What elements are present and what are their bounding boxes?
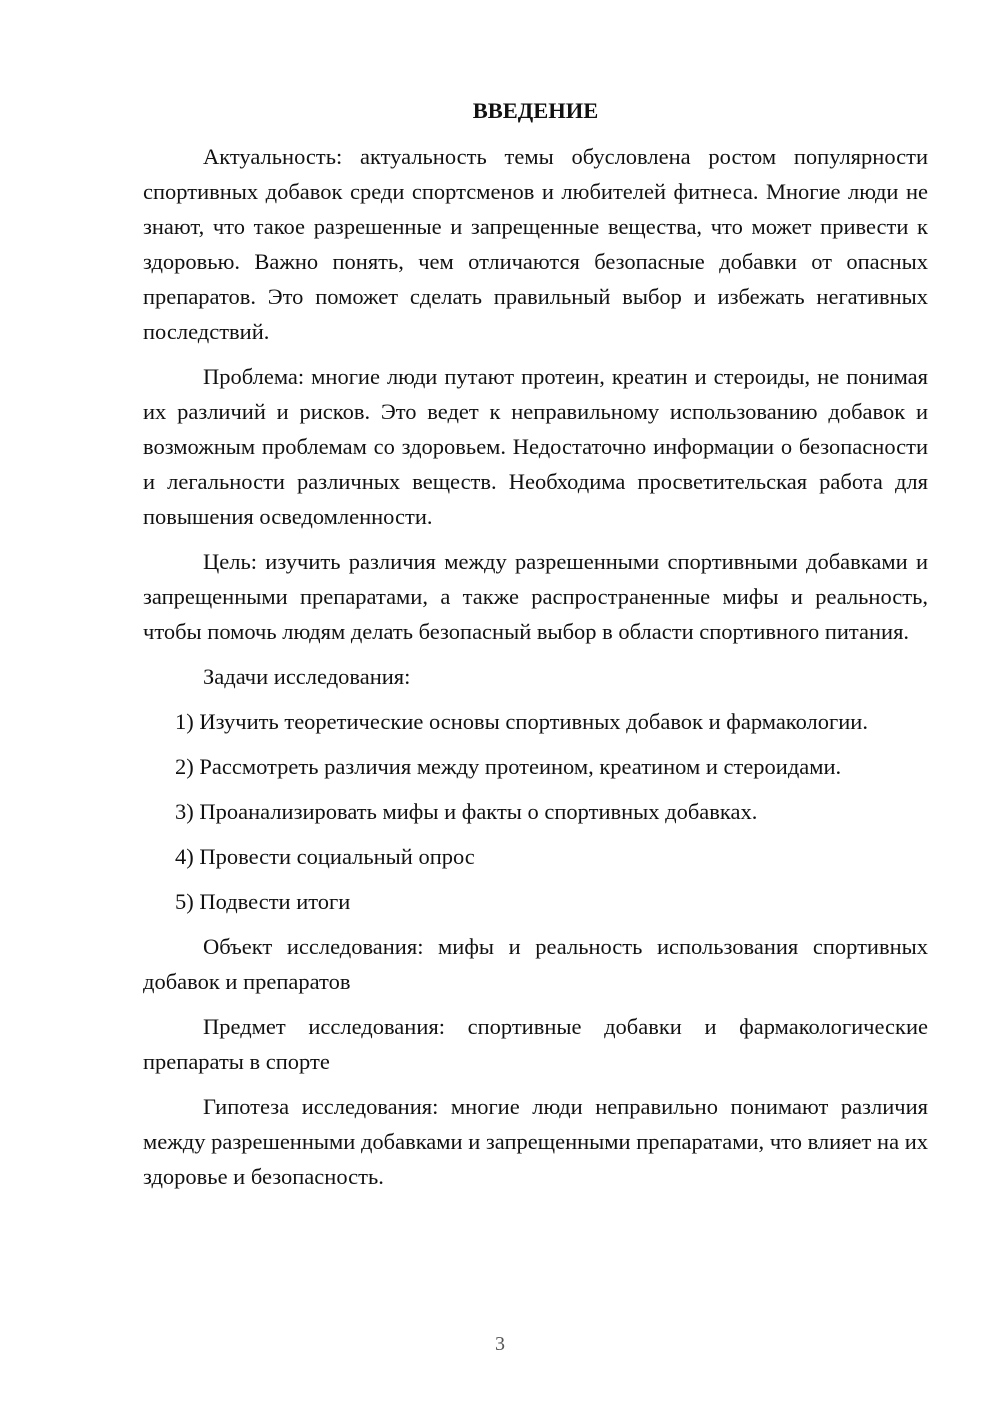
task-item-1: 1) Изучить теоретические основы спортивных добавок и фармакологии. [175, 709, 868, 734]
task-item-3: 3) Проанализировать мифы и факты о спортивных добавках. [175, 799, 758, 824]
section-title: ВВЕДЕНИЕ [472, 98, 599, 123]
tasks-heading: Задачи исследования: [203, 664, 411, 689]
paragraph-object: Объект исследования: мифы и реальность использования спортивных добавок и препаратов [143, 934, 928, 994]
document-page [143, 93, 928, 1204]
paragraph-relevance: Актуальность: актуальность темы обусловлена ростом популярности спортивных добавок среди спортсменов и любителей фитнеса. Многие люди не знают, что такое разрешенные и запрещенные вещества, что может привести к здоровью. Важно понять, чем отличаются безопасные добавки от опасных препаратов. Это поможет сделать правильный выбор и избежать негативных последствий. [143, 144, 928, 344]
task-item-2: 2) Рассмотреть различия между протеином, креатином и стероидами. [175, 754, 842, 779]
paragraph-goal: Цель: изучить различия между разрешенными спортивными добавками и запрещенными препаратами, а также распространенные мифы и реальность, чтобы помочь людям делать безопасный выбор в области спортивного питания. [143, 549, 928, 644]
task-item-5: 5) Подвести итоги [175, 889, 351, 914]
paragraph-problem: Проблема: многие люди путают протеин, креатин и стероиды, не понимая их различий и рисков. Это ведет к неправильному использованию добавок и возможным проблемам со здоровьем. Недостаточно информации о безопасности и легальности различных веществ. Необходима просветительская работа для повышения осведомленности. [143, 364, 928, 529]
task-item-4: 4) Провести социальный опрос [175, 844, 475, 869]
paragraph-hypothesis: Гипотеза исследования: многие люди неправильно понимают различия между разрешенными добавками и запрещенными препаратами, что влияет на их здоровье и безопасность. [143, 1094, 928, 1189]
page-number: 3 [495, 1333, 505, 1355]
paragraph-subject: Предмет исследования: спортивные добавки и фармакологические препараты в спорте [143, 1014, 928, 1074]
